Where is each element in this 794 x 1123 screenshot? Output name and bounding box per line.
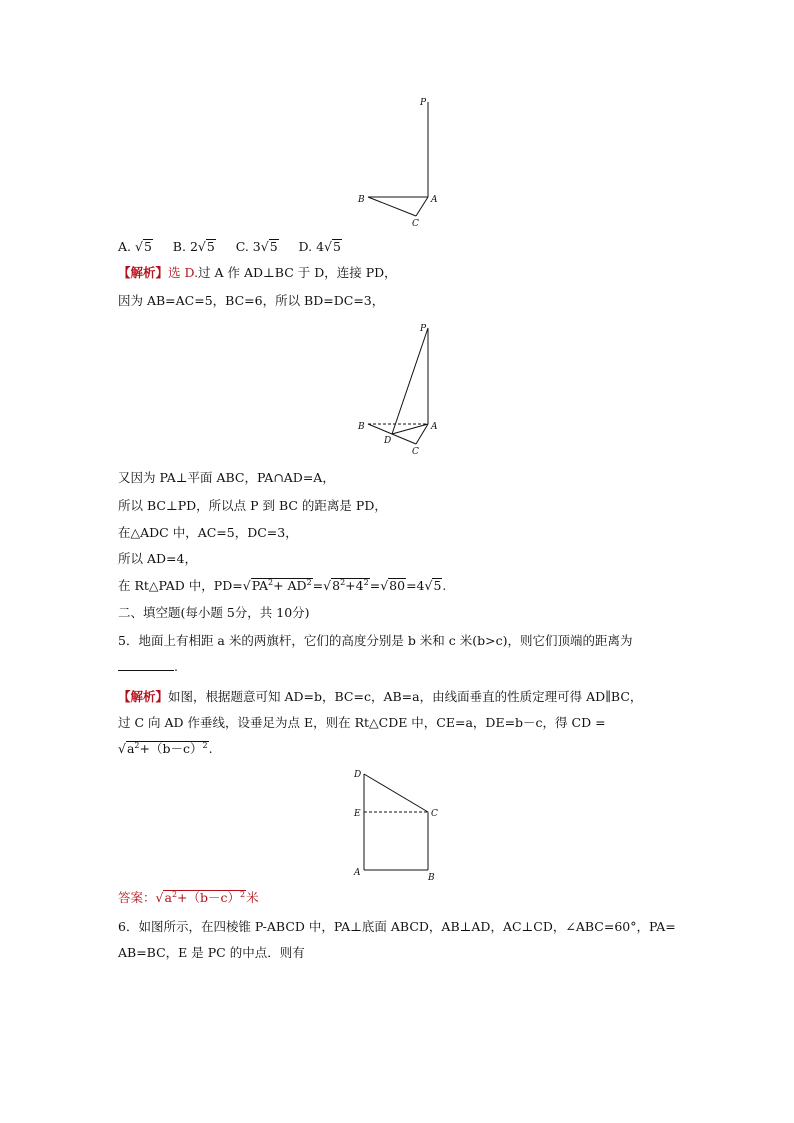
answer-value: $√a^2+(b-c)^2$ (155, 889, 246, 905)
label-C: C (412, 447, 419, 457)
edge-BC (368, 197, 416, 216)
label-C: C (431, 809, 438, 819)
segment-DC (364, 774, 428, 812)
label-P: P (420, 98, 427, 108)
label-D: D (384, 436, 392, 446)
question-6-line-1: 6．如图所示，在四棱锥 P-ABCD 中，PA⊥底面 ABCD，AB⊥AD，AC⊥CD，∠ABC=60°，PA= (118, 919, 676, 934)
label-B: B (358, 422, 365, 432)
figure-2-pyramid-with-D (350, 318, 450, 458)
label-A: A (431, 422, 438, 432)
analysis-1-line-3: 又因为 PA⊥平面 ABC，PA∩AD=A， (118, 470, 335, 485)
analysis-2-line-1: 【解析】如图，根据题意可知 AD=b，BC=c，AB=a，由线面垂直的性质定理可得 AD∥BC， (118, 689, 643, 704)
analysis-tag: 【解析】 (118, 265, 169, 280)
analysis-1-line-5: 在△ADC 中，AC=5，DC=3， (118, 525, 298, 540)
label-B: B (358, 195, 365, 205)
option-a-value: √5 (135, 239, 152, 254)
question-6-line-2: AB=BC，E 是 PC 的中点．则有 (118, 945, 305, 960)
analysis-2-line-3: $√a^2+(b-c)^2$. (118, 740, 213, 756)
section-title: 二、填空题(每小题 5分，共 10分) (118, 605, 310, 620)
question-5: 5．地面上有相距 a 米的两旗杆，它们的高度分别是 b 米和 c 米(b>c)，则它们顶端的距离为 (118, 633, 633, 648)
question-5-blank-line: . (118, 658, 178, 676)
edge-AC (416, 197, 428, 216)
option-a: A. (118, 239, 132, 254)
label-B: B (428, 873, 435, 882)
label-D: D (354, 770, 362, 780)
option-b: B. (172, 239, 186, 254)
figure-1-pyramid (350, 92, 450, 232)
choice-text: 选 D. (168, 265, 199, 280)
analysis-1-line-7: 在 Rt△PAD 中，$PD=√PA^2+ AD^2=√8^2+4^2=√80=4√5$. (118, 577, 447, 593)
answer-line: 答案：$√a^2+(b-c)^2$米 (118, 889, 259, 905)
option-d-value: √5 (324, 239, 341, 254)
analysis-1-line-1: 【解析】选 D.过 A 作 AD⊥BC 于 D，连接 PD， (118, 265, 397, 280)
figure-3-flagpoles (348, 764, 448, 882)
analysis-1-line-6: 所以 AD=4， (118, 551, 197, 566)
answer-label: 答案： (118, 890, 156, 905)
answer-blank (118, 658, 174, 671)
label-A: A (354, 868, 361, 878)
option-c-value: √5 (260, 239, 278, 254)
label-A: A (431, 195, 438, 205)
analysis-tag: 【解析】 (118, 689, 169, 704)
label-C: C (412, 219, 419, 229)
answer-options: A. √5 B. 2√5 C. 3√5 D. 4√5 (118, 239, 341, 254)
analysis-1-line-4: 所以 BC⊥PD，所以点 P 到 BC 的距离是 PD， (118, 498, 387, 513)
analysis-1-line-2: 因为 AB=AC=5，BC=6，所以 BD=DC=3， (118, 293, 385, 308)
option-c: C. (235, 239, 249, 254)
label-P: P (420, 324, 427, 334)
option-d: D. (298, 239, 313, 254)
label-E: E (354, 809, 361, 819)
analysis-2-line-2: 过 C 向 AD 作垂线，设垂足为点 E，则在 Rt△CDE 中，CE=a，DE=b－c，得 CD = (118, 715, 606, 730)
edge-PD (392, 328, 428, 434)
option-b-value: √5 (197, 239, 215, 254)
